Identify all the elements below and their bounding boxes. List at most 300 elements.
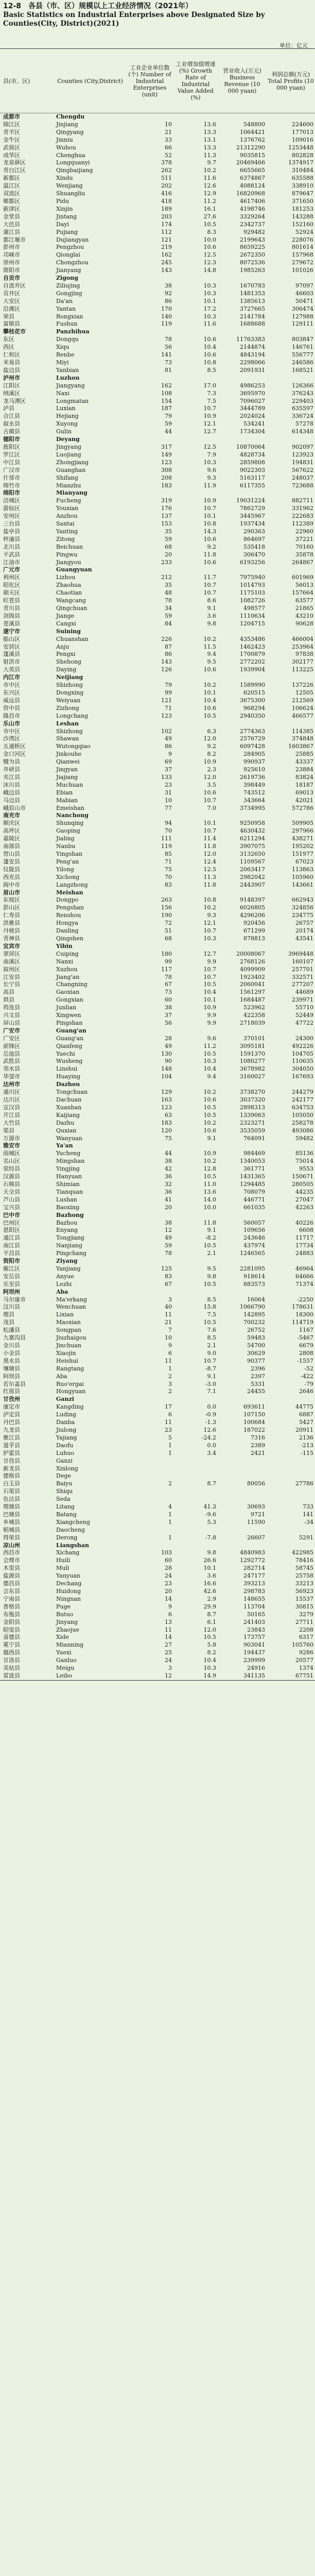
cell-enterprise-count: 102	[161, 727, 172, 735]
cell-region-zh: 长宁县	[3, 981, 20, 988]
cell-region-en: Leshan	[56, 720, 79, 727]
cell-region-zh: 眉山市	[3, 889, 20, 896]
table-row	[0, 1350, 315, 1358]
cell-region-en: Luding	[56, 1411, 77, 1418]
header-region-zh: 县(市、区)	[0, 49, 54, 113]
table-row	[0, 805, 315, 812]
cell-region-zh: 顺庆区	[3, 820, 20, 827]
cell-growth-rate: 10.1	[203, 1565, 216, 1572]
cell-total-profits: 30815	[295, 1603, 313, 1610]
table-row	[0, 1434, 315, 1442]
cell-total-profits: 212569	[292, 697, 313, 704]
cell-total-profits: 492226	[292, 1042, 313, 1049]
cell-total-profits	[267, 1081, 315, 1089]
cell-total-profits: 112389	[292, 520, 313, 528]
cell-region-zh: 自流井区	[3, 282, 26, 289]
cell-enterprise-count	[126, 1289, 173, 1296]
cell-growth-rate: 11.0	[203, 1180, 216, 1188]
cell-enterprise-count: 79	[165, 682, 172, 689]
cell-business-revenue: 3678982	[240, 1065, 265, 1073]
cell-growth-rate	[173, 943, 218, 951]
cell-region-zh: 宣汉县	[3, 1104, 20, 1111]
cell-region-zh: 广安区	[3, 1035, 20, 1042]
cell-growth-rate: 0.0	[207, 1442, 216, 1449]
cell-growth-rate: 10.1	[203, 820, 216, 827]
cell-growth-rate: 7.5	[207, 1311, 216, 1318]
cell-region-en: Qingbaijiang	[56, 167, 93, 174]
cell-region-en: Shifang	[56, 474, 78, 481]
table-row	[0, 651, 315, 658]
cell-total-profits: 105960	[292, 873, 313, 880]
cell-business-revenue: 109656	[243, 1227, 265, 1234]
table-row	[0, 1565, 315, 1572]
cell-growth-rate: 16.1	[203, 205, 216, 212]
cell-business-revenue: 2199643	[240, 236, 265, 243]
cell-growth-rate: 10.5	[203, 221, 216, 228]
cell-growth-rate: 13.6	[203, 121, 216, 128]
cell-growth-rate: 9.3	[207, 912, 216, 919]
cell-business-revenue: 2443907	[240, 881, 265, 888]
cell-enterprise-count: 20	[165, 551, 172, 558]
cell-business-revenue: 3037320	[240, 1096, 265, 1103]
cell-region-en: Kaijiang	[56, 1111, 80, 1118]
cell-region-zh: 金牛区	[3, 136, 20, 143]
cell-growth-rate: 10.7	[203, 927, 216, 935]
cell-business-revenue: 2421	[251, 1449, 265, 1456]
cell-region-en: Butuo	[56, 1611, 74, 1618]
cell-growth-rate	[173, 1258, 218, 1265]
cell-enterprise-count: 11	[165, 1357, 172, 1364]
table-row	[0, 144, 315, 152]
cell-region-zh: 峨眉山市	[3, 804, 26, 811]
cell-region-en: Xiqu	[56, 344, 69, 351]
cell-region-en: Gaoxian	[56, 989, 80, 996]
cell-total-profits: 114719	[292, 1319, 313, 1326]
cell-growth-rate: 8.7	[207, 1480, 216, 1487]
table-row	[0, 559, 315, 567]
cell-region-en: Muchuan	[56, 781, 83, 788]
cell-business-revenue: 100684	[243, 1419, 265, 1426]
cell-region-en: Kangding	[56, 1403, 84, 1411]
cell-enterprise-count	[126, 1472, 173, 1480]
cell-enterprise-count: 153	[161, 520, 172, 528]
table-row	[0, 1065, 315, 1073]
cell-region-zh: 金口河区	[3, 751, 26, 758]
cell-total-profits: 85136	[295, 1150, 313, 1157]
cell-region-zh: 九龙县	[3, 1426, 20, 1433]
cell-enterprise-count: 162	[161, 382, 172, 389]
cell-total-profits: 302177	[292, 658, 313, 666]
cell-growth-rate: 9.1	[207, 1227, 216, 1234]
cell-region-zh: 乡城县	[3, 1518, 20, 1526]
table-row	[0, 782, 315, 789]
cell-total-profits: 17734	[295, 1242, 313, 1249]
cell-total-profits: 109016	[292, 136, 313, 143]
cell-growth-rate: 3.5	[207, 781, 216, 788]
cell-growth-rate: 12.9	[203, 190, 216, 197]
cell-enterprise-count: 263	[161, 896, 172, 904]
cell-region-zh: 荣县	[3, 313, 14, 320]
cell-enterprise-count: 9	[168, 1342, 172, 1349]
table-row	[0, 1557, 315, 1565]
cell-total-profits: 9553	[299, 1165, 313, 1173]
cell-business-revenue: 393213	[243, 1580, 265, 1587]
cell-enterprise-count: 73	[165, 359, 172, 366]
cell-region-en: Jiajiang	[56, 773, 78, 781]
cell-total-profits: 114385	[292, 727, 313, 735]
cell-total-profits: 257701	[292, 965, 313, 973]
cell-growth-rate: 10.2	[203, 1089, 216, 1096]
table-row	[0, 1672, 315, 1680]
cell-total-profits: 67751	[267, 1672, 315, 1680]
cell-enterprise-count: 119	[161, 320, 172, 328]
cell-region-en: Peng'an	[56, 858, 79, 865]
cell-region-en: Jinjiang	[56, 121, 78, 128]
cell-enterprise-count: 33	[165, 136, 172, 143]
cell-total-profits: 42021	[295, 796, 313, 804]
cell-region-en: Shimian	[56, 1180, 80, 1188]
cell-total-profits: 324856	[292, 904, 313, 911]
cell-business-revenue: 446771	[243, 1196, 265, 1203]
cell-enterprise-count: 69	[165, 758, 172, 766]
cell-region-en: Yucheng	[56, 1150, 81, 1157]
table-row	[0, 981, 315, 989]
cell-total-profits: 167693	[292, 1073, 313, 1080]
cell-growth-rate: 9.2	[207, 743, 216, 750]
cell-region-en: Xinjin	[56, 205, 73, 212]
cell-total-profits: 572786	[292, 804, 313, 811]
cell-region-zh: 夹江县	[3, 773, 20, 781]
cell-region-zh: 岳池县	[3, 1050, 20, 1057]
cell-total-profits: 40226	[295, 1219, 313, 1226]
cell-growth-rate: -3.0	[205, 1380, 216, 1387]
cell-enterprise-count: 12	[126, 1672, 173, 1680]
cell-enterprise-count: 123	[161, 459, 172, 466]
cell-region-en: Huidong	[56, 1588, 81, 1595]
cell-business-revenue: 7862729	[240, 505, 265, 512]
cell-business-revenue: 1462423	[240, 643, 265, 650]
cell-total-profits: 601969	[292, 574, 313, 581]
cell-enterprise-count: 49	[165, 1042, 172, 1049]
cell-business-revenue: 693611	[243, 1403, 265, 1411]
cell-total-profits: 152160	[292, 221, 313, 228]
cell-total-profits: 22960	[295, 528, 313, 535]
cell-growth-rate: 11.8	[203, 843, 216, 850]
cell-enterprise-count	[126, 1396, 173, 1403]
cell-enterprise-count: 226	[161, 635, 172, 642]
cell-enterprise-count: 86	[165, 297, 172, 304]
cell-enterprise-count: 35	[165, 528, 172, 535]
cell-enterprise-count: 38	[165, 1004, 172, 1011]
cell-total-profits: 248037	[292, 474, 313, 481]
cell-region-en: Yanjiang	[56, 1265, 81, 1272]
table-row	[0, 444, 315, 451]
cell-business-revenue: 290363	[243, 528, 265, 535]
cell-business-revenue: 6374867	[240, 175, 265, 182]
table-row	[0, 974, 315, 981]
cell-region-zh: 前锋区	[3, 1042, 20, 1049]
cell-total-profits: 194831	[292, 459, 313, 466]
cell-region-zh: 西充县	[3, 873, 20, 880]
cell-business-revenue: 1110634	[240, 612, 265, 619]
cell-enterprise-count: 28	[165, 1035, 172, 1042]
cell-enterprise-count	[126, 113, 173, 121]
cell-region-en: Ruo'ergai	[56, 1380, 84, 1387]
cell-total-profits: 150671	[292, 1173, 313, 1180]
cell-region-en: Yajiang	[56, 1434, 77, 1441]
cell-region-zh: 三台县	[3, 520, 20, 528]
table-row	[0, 1358, 315, 1365]
cell-growth-rate: 10.3	[203, 935, 216, 942]
cell-growth-rate: 14.8	[203, 267, 216, 274]
cell-growth-rate: 9.3	[207, 474, 216, 481]
cell-region-zh: 东兴区	[3, 689, 20, 696]
cell-enterprise-count: 36	[165, 1173, 172, 1180]
cell-region-zh: 汉源县	[3, 1173, 20, 1180]
cell-growth-rate: 9.4	[207, 651, 216, 658]
cell-growth-rate: 10.3	[203, 1058, 216, 1065]
cell-growth-rate	[173, 436, 218, 444]
cell-total-profits: 879647	[292, 190, 313, 197]
cell-growth-rate: 11.7	[203, 574, 216, 581]
cell-enterprise-count	[126, 1212, 173, 1219]
cell-growth-rate	[173, 1027, 218, 1035]
cell-business-revenue: 1064421	[240, 128, 265, 135]
cell-total-profits: 27047	[295, 1196, 313, 1203]
cell-enterprise-count: 71	[165, 858, 172, 865]
cell-region-en: Jiulong	[56, 1426, 77, 1433]
cell-region-en: Ganzi	[56, 1457, 73, 1464]
cell-region-en: Tongchuan	[56, 1089, 88, 1096]
cell-total-profits: -1557	[297, 1357, 313, 1364]
page-title	[3, 2, 312, 28]
table-row	[0, 1496, 315, 1503]
cell-growth-rate: 10.9	[203, 758, 216, 766]
cell-growth-rate: 11.6	[203, 320, 216, 328]
cell-total-profits: 1374	[299, 1665, 313, 1672]
cell-region-en: Pengzhou	[56, 244, 84, 251]
cell-region-en: Cangxi	[56, 620, 76, 627]
cell-growth-rate: 14.0	[203, 1196, 216, 1203]
table-row	[0, 758, 315, 766]
cell-total-profits	[267, 720, 315, 728]
cell-region-zh: 遂宁市	[3, 628, 20, 635]
cell-growth-rate	[173, 1396, 218, 1403]
cell-business-revenue: 2772202	[240, 658, 265, 666]
cell-region-zh: 武侯区	[3, 144, 20, 151]
cell-region-en: Daying	[56, 666, 77, 673]
table-group-row	[0, 1258, 315, 1265]
table-group-row	[0, 375, 315, 382]
cell-growth-rate: 13.3	[203, 128, 216, 135]
table-row	[0, 1296, 315, 1304]
cell-business-revenue	[218, 1396, 267, 1403]
table-group-row	[0, 436, 315, 444]
cell-business-revenue: 282714	[243, 1565, 265, 1572]
cell-business-revenue: 113704	[243, 1603, 265, 1610]
cell-region-en: Xinlong	[56, 1465, 78, 1472]
cell-region-en: Ziliujing	[56, 282, 80, 289]
cell-business-revenue: 1431365	[240, 1173, 265, 1180]
table-group-row	[0, 889, 315, 897]
cell-total-profits	[267, 628, 315, 636]
cell-region-en: Jiang'an	[56, 973, 80, 980]
table-row	[0, 643, 315, 651]
cell-business-revenue: 1684487	[240, 996, 265, 1004]
cell-region-en: Zhongjiang	[56, 459, 89, 466]
cell-business-revenue: 16820968	[236, 190, 265, 197]
cell-total-profits: 1374917	[288, 159, 313, 166]
cell-region-zh: 松潘县	[3, 1327, 20, 1334]
table-row	[0, 1281, 315, 1289]
cell-growth-rate: 10.7	[203, 827, 216, 835]
cell-enterprise-count: 14	[165, 1634, 172, 1641]
cell-total-profits: 177013	[292, 128, 313, 135]
cell-business-revenue: 1066790	[240, 1303, 265, 1311]
table-row	[0, 1219, 315, 1227]
cell-growth-rate: 7.6	[207, 1327, 216, 1334]
cell-region-zh: 芦山县	[3, 1196, 20, 1203]
cell-region-en: Panzhihua	[56, 328, 90, 335]
cell-region-en: Qionglai	[56, 251, 80, 259]
table-row	[0, 1465, 315, 1473]
cell-region-zh: 平武县	[3, 551, 20, 558]
cell-business-revenue: 7316	[251, 1434, 265, 1441]
cell-business-revenue: 23843	[247, 1626, 265, 1633]
cell-business-revenue: 11763383	[236, 336, 265, 343]
cell-region-zh: 江油市	[3, 558, 20, 566]
cell-region-en: Mianning	[56, 1641, 84, 1649]
cell-total-profits: 635588	[292, 175, 313, 182]
cell-growth-rate: 12.6	[203, 182, 216, 190]
table-row	[0, 896, 315, 904]
cell-enterprise-count	[126, 1258, 173, 1265]
cell-total-profits: 47722	[295, 1019, 313, 1026]
cell-region-zh: 泸定县	[3, 1411, 20, 1418]
table-row	[0, 336, 315, 344]
cell-business-revenue	[218, 1142, 267, 1150]
cell-total-profits: 25885	[295, 751, 313, 758]
cell-total-profits	[267, 1542, 315, 1550]
cell-business-revenue: 535418	[243, 543, 265, 550]
table-row	[0, 544, 315, 551]
cell-growth-rate: 3.4	[207, 1449, 216, 1456]
cell-enterprise-count: 70	[165, 873, 172, 880]
cell-business-revenue: 370101	[243, 1035, 265, 1042]
cell-region-en: Luhuo	[56, 1449, 75, 1456]
cell-growth-rate	[173, 674, 218, 682]
cell-region-en: Danba	[56, 1419, 75, 1426]
cell-enterprise-count: 189	[161, 205, 172, 212]
cell-enterprise-count: 66	[165, 144, 172, 151]
table-row	[0, 213, 315, 221]
table-row	[0, 1588, 315, 1596]
cell-business-revenue: 2144874	[240, 344, 265, 351]
cell-total-profits: 239971	[292, 996, 313, 1004]
cell-total-profits: 37221	[295, 535, 313, 543]
cell-region-en: Nanxi	[56, 958, 73, 965]
cell-growth-rate: 12.0	[203, 735, 216, 742]
table-row	[0, 912, 315, 920]
table-group-row	[0, 489, 315, 497]
cell-growth-rate: 6.1	[207, 1618, 216, 1625]
cell-business-revenue: 984469	[243, 1150, 265, 1157]
cell-growth-rate: 10.2	[203, 1158, 216, 1165]
cell-region-en: Wusheng	[56, 1058, 83, 1065]
cell-growth-rate: 10.2	[203, 167, 216, 174]
cell-region-zh: 彭山区	[3, 904, 20, 911]
cell-business-revenue: 2672350	[240, 251, 265, 259]
cell-region-en: Anju	[56, 643, 69, 650]
table-row	[0, 1043, 315, 1050]
cell-region-en: Lushan	[56, 1196, 77, 1203]
cell-total-profits: 279672	[292, 259, 313, 266]
cell-region-zh: 雁江区	[3, 1265, 20, 1272]
header-region-en: Counties (City,District)	[54, 49, 126, 113]
cell-growth-rate: 9.9	[207, 958, 216, 965]
table-row	[0, 221, 315, 229]
cell-total-profits: 306474	[292, 305, 313, 312]
cell-business-revenue: 2063417	[240, 866, 265, 873]
cell-growth-rate	[173, 1142, 218, 1150]
cell-enterprise-count: 41	[165, 1196, 172, 1203]
cell-growth-rate: 10.3	[203, 1665, 216, 1672]
cell-business-revenue: 929482	[243, 228, 265, 235]
cell-region-en: Rangtang	[56, 1365, 84, 1372]
cell-region-en: Shuangliu	[56, 190, 85, 197]
cell-business-revenue: 1175103	[240, 589, 265, 597]
cell-region-zh: 凉山州	[3, 1541, 20, 1549]
cell-region-en: Bazhou	[56, 1219, 78, 1226]
cell-region-en: Tongjiang	[56, 1234, 84, 1242]
cell-region-en: Longquanyi	[56, 159, 90, 166]
cell-region-en: Zizhong	[56, 704, 79, 711]
cell-region-en: Dongpo	[56, 896, 79, 904]
cell-region-zh: 龙马潭区	[3, 397, 26, 404]
cell-enterprise-count: 79	[165, 413, 172, 420]
table-row	[0, 996, 315, 1004]
table-header-row	[0, 49, 315, 113]
cell-total-profits: 97838	[295, 651, 313, 658]
cell-region-en: Luzhou	[56, 374, 80, 381]
table-group-row	[0, 1142, 315, 1150]
table-row	[0, 1626, 315, 1634]
cell-growth-rate	[173, 1542, 218, 1550]
cell-region-en: Yanyuan	[56, 1572, 80, 1580]
cell-region-zh: 青川县	[3, 605, 20, 612]
cell-growth-rate: 10.5	[203, 1050, 216, 1057]
cell-business-revenue: 3160027	[240, 1073, 265, 1080]
cell-total-profits: 56013	[295, 582, 313, 589]
cell-enterprise-count: 190	[161, 912, 172, 919]
cell-region-en: Xichong	[56, 873, 80, 880]
cell-business-revenue: 883573	[243, 1280, 265, 1287]
cell-total-profits: 2808	[299, 1349, 313, 1357]
cell-business-revenue	[218, 566, 267, 574]
cell-total-profits: 168521	[292, 366, 313, 374]
table-row	[0, 1549, 315, 1557]
cell-total-profits: 157664	[292, 589, 313, 597]
table-row	[0, 851, 315, 858]
cell-total-profits: 18187	[295, 781, 313, 788]
cell-region-en: Mabian	[56, 796, 78, 804]
cell-region-en: Jingyang	[56, 443, 81, 450]
cell-region-zh: 甘孜县	[3, 1457, 20, 1464]
cell-region-zh: 通川区	[3, 1089, 20, 1096]
cell-region-zh: 渠县	[3, 1127, 14, 1134]
cell-region-zh: 道孚县	[3, 1442, 20, 1449]
cell-growth-rate: 9.6	[207, 1035, 216, 1042]
